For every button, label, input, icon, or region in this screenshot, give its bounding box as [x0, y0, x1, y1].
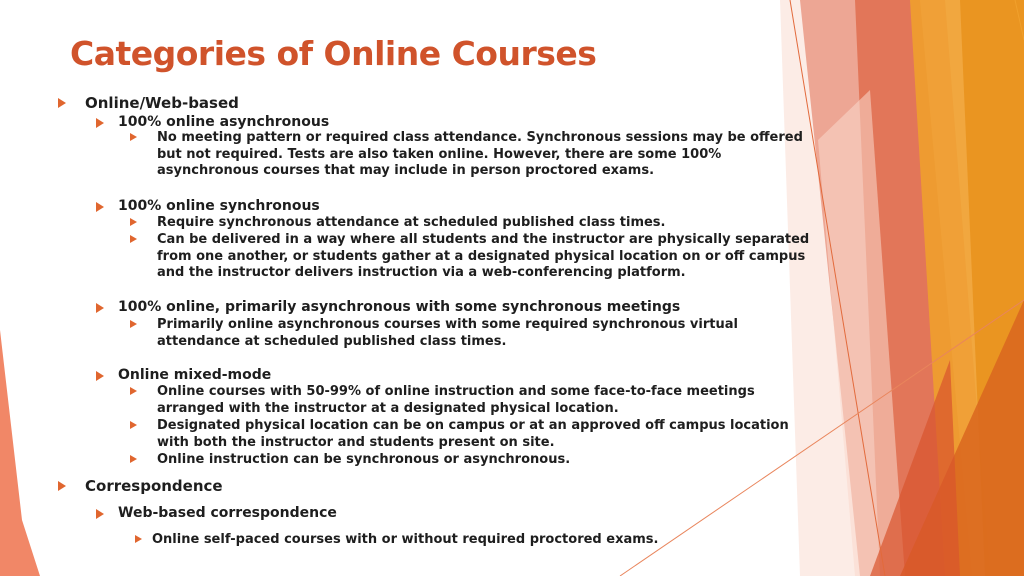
- list-item: [96, 114, 329, 130]
- item-text: Require synchronous attendance at scheduled published class times.: [157, 215, 666, 230]
- item-text: arranged with the instructor at a designated physical location.: [157, 400, 619, 416]
- bullet-arrow-icon: [130, 421, 137, 429]
- item-text: Primarily online asynchronous courses with some required synchronous virtual: [157, 317, 738, 332]
- list-item: [130, 317, 738, 350]
- item-text: Online courses with 50-99% of online instruction and some face-to-face meetings: [157, 384, 755, 399]
- item-async-heading: 100% online asynchronous: [118, 114, 330, 130]
- item-text: Can be delivered in a way where all students and the instructor are physically separated: [157, 232, 810, 247]
- list-item: [96, 505, 337, 521]
- item-text: Online instruction can be synchronous or asynchronous.: [157, 452, 571, 467]
- item-text: asynchronous courses that may include in person proctored exams.: [157, 163, 655, 179]
- bullet-arrow-icon: [96, 509, 104, 519]
- item-web-corr-heading: Web-based correspondence: [118, 505, 337, 521]
- list-item: [58, 478, 223, 495]
- bullet-arrow-icon: [96, 303, 104, 313]
- bullet-arrow-icon: [58, 481, 66, 491]
- item-text: but not required. Tests are also taken online. However, there are some 100%: [157, 146, 722, 162]
- bullet-arrow-icon: [130, 455, 137, 463]
- item-sync-heading: 100% online synchronous: [118, 198, 320, 214]
- bullet-arrow-icon: [130, 235, 137, 243]
- item-mixed-heading: Online mixed-mode: [118, 367, 272, 383]
- list-item: [96, 299, 680, 315]
- item-text: Designated physical location can be on campus or at an approved off campus location: [157, 418, 789, 433]
- bullet-arrow-icon: [130, 387, 137, 395]
- item-text: No meeting pattern or required class attendance. Synchronous sessions may be offered: [157, 130, 803, 145]
- bullet-arrow-icon: [130, 133, 137, 141]
- bullet-arrow-icon: [96, 202, 104, 212]
- list-item: [130, 384, 755, 417]
- list-item: [96, 367, 271, 383]
- list-item: [130, 452, 570, 469]
- bullet-arrow-icon: [130, 218, 137, 226]
- item-correspondence: Correspondence: [85, 477, 223, 495]
- list-item: [130, 232, 809, 282]
- item-primarily-async-heading: 100% online, primarily asynchronous with some synchronous meetings: [118, 299, 681, 315]
- bullet-arrow-icon: [130, 320, 137, 328]
- item-text: with both the instructor and students present on site.: [157, 434, 555, 450]
- list-item: [135, 532, 658, 549]
- item-text: Online self-paced courses with or without required proctored exams.: [152, 532, 659, 547]
- item-text: from one another, or students gather at a designated physical location on or off campus: [157, 248, 806, 264]
- bullet-arrow-icon: [135, 535, 142, 543]
- slide-title: Categories of Online Courses: [70, 34, 597, 73]
- bullet-arrow-icon: [96, 118, 104, 128]
- item-online-web-based: Online/Web-based: [85, 94, 239, 112]
- list-item: [58, 95, 239, 112]
- item-text: and the instructor delivers instruction via a web-conferencing platform.: [157, 265, 686, 281]
- bullet-arrow-icon: [58, 98, 66, 108]
- list-item: [130, 418, 789, 451]
- list-item: [96, 198, 320, 214]
- list-item: [130, 215, 666, 232]
- bullet-arrow-icon: [96, 371, 104, 381]
- item-text: attendance at scheduled published class times.: [157, 333, 507, 349]
- list-item: [130, 130, 803, 180]
